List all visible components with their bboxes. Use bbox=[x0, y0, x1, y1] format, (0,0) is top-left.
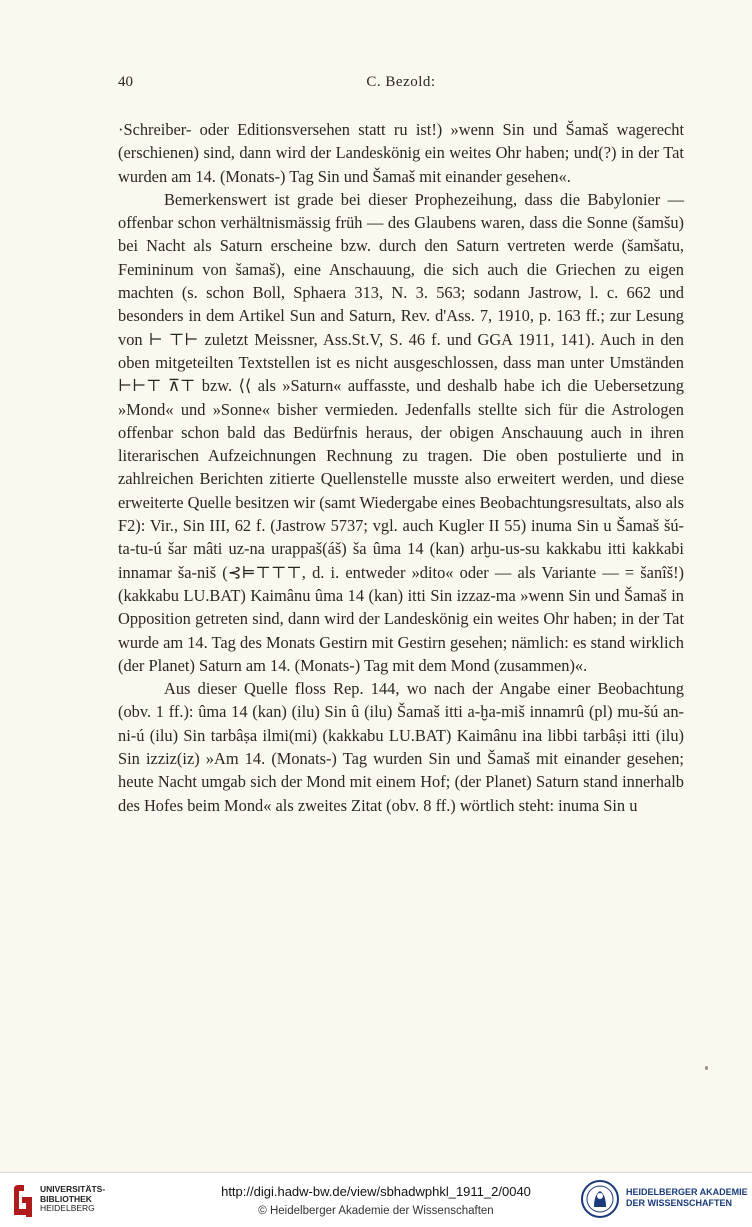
running-title: C. Bezold: bbox=[366, 74, 436, 90]
page-url-link[interactable]: http://digi.hadw-bw.de/view/sbhadwphkl_1911_2/0040 bbox=[221, 1184, 531, 1199]
academy-seal-icon[interactable] bbox=[580, 1179, 620, 1219]
paragraph-2: Bemerkenswert ist grade bei dieser Prophezeihung, dass die Babylonier — offenbar schon verhältnismässig früh — des Glaubens waren, dass die Sonne (šamšu) bei Nacht als Saturn erscheine bzw. durch den Saturn vertreten werde (šamšatu, Femininum von šamaš), eine Anschauung, die sich auch die Griechen zu eigen machten (s. schon Boll, Sphaera 313, N. 3. 563; sodann Jastrow, l. c. 662 und besonders in dem Artikel Sun and Saturn, Rev. d'Ass. 7, 1910, p. 163 ff.; zur Lesung von ⊢ ⊤⊢ zuletzt Meissner, Ass.St.V, S. 46 f. und GGA 1911, 141). Auch in den oben mitgeteilten Textstellen ist es nicht ausgeschlossen, dass man unter Umständen ⊢⊢⊤ ⊼⊤ bzw. ⟨⟨ als »Saturn« auffasste, und deshalb habe ich die Uebersetzung »Mond« und »Sonne« bisher vermieden. Jedenfalls stellte sich für die Astrologen offenbar schon bald das Bedürfnis heraus, der obigen Anschauung auch in ihren literarischen Aufzeichnungen Rechnung zu tragen. Die oben postulierte und in zahlreichen Berichten zitierte Quellenstelle musste also erweitert werden, und diese erweiterte Quelle besitzen wir (samt Wiedergabe eines Beobachtungsresultats, also als F2): Vir., Sin III, 62 f. (Jastrow 5737; vgl. auch Kugler II 55) inuma Sin u Šamaš šú-ta-tu-ú šar mâti uz-na urappaš(áš) ša ûma 14 (kan) arḫu-us-su kakkabu itti kakkabi innamar ša-niš (⊰⊨⊤⊤⊤, d. i. entweder »dito« oder — als Variante — = šanîš!) (kakkabu LU.BAT) Kaimânu ûma 14 (kan) itti Sin izzaz-ma »wenn Sin und Šamaš in Opposition getreten sind, dann wird der Landeskönig ein weites Ohr haben; in der Tat wurde am 14. Tag des Monats Gestirn mit Gestirn gesehen; nämlich: es stand wirklich (der Planet) Saturn am 14. (Monats-) Tag mit dem Mond (zusammen)«. bbox=[118, 189, 684, 675]
copyright-notice: © Heidelberger Akademie der Wissenschaften bbox=[258, 1205, 494, 1217]
body-text bbox=[118, 118, 684, 817]
viewer-footer bbox=[0, 1172, 752, 1227]
page-header bbox=[118, 74, 684, 100]
paper-speck bbox=[705, 1066, 708, 1070]
university-library-name: UNIVERSITÄTS- BIBLIOTHEK HEIDELBERG bbox=[40, 1184, 106, 1214]
paragraph-3: Aus dieser Quelle floss Rep. 144, wo nach der Angabe einer Beobachtung (obv. 1 ff.): ûma 14 (kan) (ilu) Sin û (ilu) Šamaš itti a-ḫa-miš innamrû (pl) mu-šú an-ni-ú (ilu) Sin tarbâṣa ilmi(mi) (kakkabu LU.BAT) Kaimânu ina libbi tarbâṣi itti (ilu) Sin izziz(iz) »Am 14. (Monats-) Tag wurden Sin und Šamaš mit einander gesehen; heute Nacht umgab sich der Mond mit einem Hof; (der Planet) Saturn stand innerhalb des Hofes beim Mond« als zweites Zitat (obv. 8 ff.) wörtlich steht: inuma Sin u bbox=[118, 679, 684, 815]
paragraph-1: ·Schreiber- oder Editionsversehen statt ru ist!) »wenn Sin und Šamaš wagerecht (erschienen) sind, dann wird der Landeskönig ein weites Ohr haben; und(?) in der Tat wurden am 14. (Monats-) Tag Sin und Šamaš mit einander gesehen«. bbox=[118, 120, 684, 186]
page-number: 40 bbox=[118, 74, 133, 90]
academy-name: HEIDELBERGER AKADEMIE DER WISSENSCHAFTEN bbox=[626, 1187, 748, 1208]
